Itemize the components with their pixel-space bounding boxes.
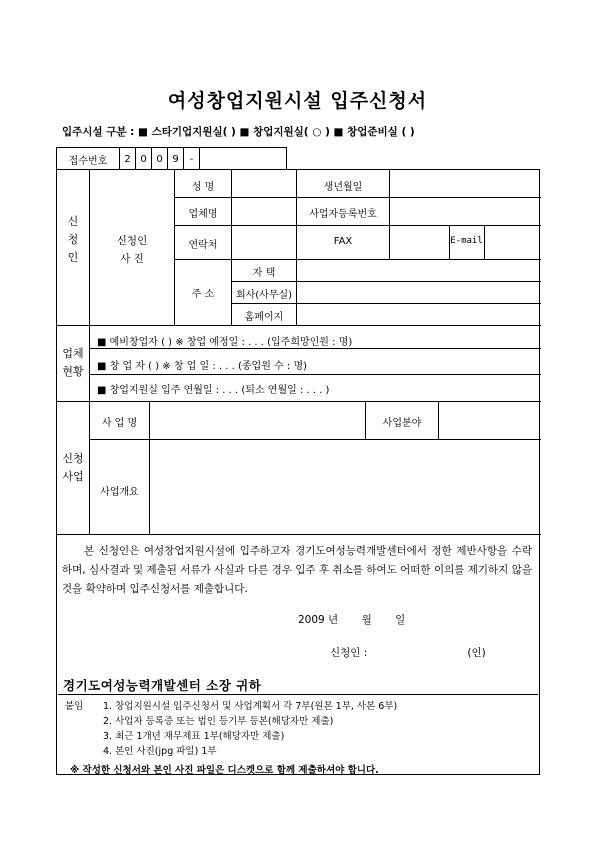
business-field-label: 사업분야 — [382, 418, 422, 429]
birth-label: 생년월일 — [323, 182, 363, 193]
bizno-field[interactable] — [390, 198, 540, 225]
declaration — [62, 542, 532, 599]
company-field[interactable] — [232, 198, 296, 225]
home-address-field[interactable] — [297, 260, 540, 281]
email-field[interactable] — [485, 226, 540, 259]
receipt-digit: - — [184, 148, 200, 170]
receipt-number-field[interactable] — [200, 148, 286, 170]
status-section-label: 업체 현황 — [62, 347, 84, 378]
occupancy-row[interactable]: ■ 창업지원실 입주 연월일 : . . . (퇴소 연월일 : . . . ) — [97, 385, 330, 396]
company-label: 업체명 — [188, 209, 218, 220]
address-label: 주 소 — [191, 289, 215, 300]
business-name-field[interactable] — [150, 402, 365, 439]
receipt-digit: 0 — [152, 148, 168, 170]
business-summary-label: 사업개요 — [100, 487, 139, 498]
contact-label: 연락처 — [188, 240, 218, 251]
receipt-digit: 9 — [168, 148, 184, 170]
fax-label: FAX — [333, 236, 353, 247]
attachment-item: 4. 본인 사진(jpg 파일) 1부 — [103, 746, 217, 757]
submission-note: ※ 작성한 신청서와 본인 사진 파일은 디스켓으로 함께 제출하셔야 합니다. — [70, 765, 379, 776]
receipt-number-box — [56, 147, 287, 170]
birth-field[interactable] — [390, 170, 540, 197]
bizno-label: 사업자등록번호 — [309, 209, 377, 220]
facility-type-line: 입주시설 구분 : ■ 스타기업지원실( ) ■ 창업지원실( ○ ) ■ 창업준비실 ( ) — [62, 126, 415, 138]
declaration-text: 본 신청인은 여성창업지원시설에 입주하고자 경기도여성능력개발센터에서 정한 제반사항을 수락하며, 심사결과 및 제출된 서류가 사실과 다른 경우 입주 후 취소를 하여도 어떠한 이의를 제기하지 않을 것을 확약하며 입주신청서를 제출합니다. — [62, 545, 532, 595]
receipt-digit: 2 — [120, 148, 136, 170]
pre-founder-row[interactable]: ■ 예비창업자 ( ) ※ 창업 예정일 : . . . (입주희망인원 : 명) — [97, 337, 353, 348]
office-address-field[interactable] — [297, 282, 540, 303]
attachments-label: 붙임 — [65, 701, 84, 712]
business-field-input[interactable] — [439, 402, 540, 439]
business-summary-field[interactable] — [150, 440, 540, 534]
applicant-signature[interactable]: 신청인 : (인) — [330, 647, 486, 659]
application-date: 2009 년 월 일 — [298, 614, 406, 626]
receipt-digit: 0 — [136, 148, 152, 170]
name-field[interactable] — [232, 170, 296, 197]
attachment-item: 3. 최근 1개년 재무제표 1부(해당자만 제출) — [103, 731, 285, 742]
form-title: 여성창업지원시설 입주신청서 — [167, 90, 428, 112]
fax-field[interactable] — [390, 226, 449, 259]
homepage-label: 홈페이지 — [244, 312, 284, 323]
office-address-label: 회사(사무실) — [235, 290, 293, 301]
attachment-item: 1. 창업지원시설 입주신청서 및 사업계획서 각 7부(원본 1부, 사본 6부) — [103, 701, 398, 712]
attachment-item: 2. 사업자 등록증 또는 법인 등기부 등본(해당자만 제출) — [103, 716, 334, 727]
divider — [58, 694, 538, 695]
founder-row[interactable]: ■ 창 업 자 ( ) ※ 창 업 일 : . . . (종업원 수 : 명) — [97, 361, 308, 372]
email-label: E-mail — [450, 236, 483, 246]
addressee: 경기도여성능력개발센터 소장 귀하 — [63, 678, 262, 693]
receipt-label: 접수번호 — [57, 148, 120, 170]
name-label: 성 명 — [191, 182, 215, 193]
contact-field[interactable] — [232, 226, 296, 259]
home-address-label: 자 택 — [252, 268, 276, 279]
photo-placeholder[interactable]: 신청인 사 진 — [116, 235, 148, 265]
homepage-field[interactable] — [297, 304, 540, 325]
business-name-label: 사 업 명 — [101, 418, 138, 429]
applicant-section-label: 신 청 인 — [67, 215, 79, 264]
business-section-label: 신청 사업 — [62, 452, 84, 483]
